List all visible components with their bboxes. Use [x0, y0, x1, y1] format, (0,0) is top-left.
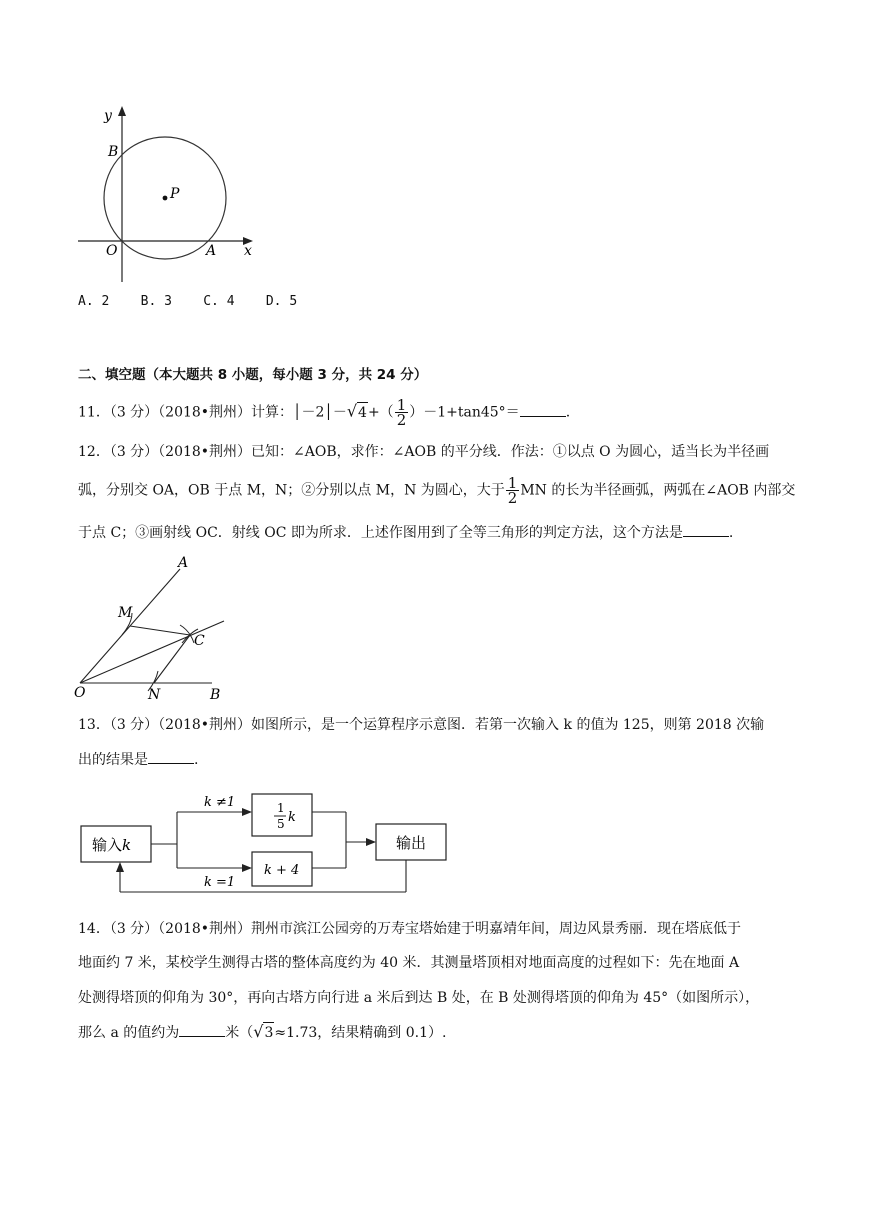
q12-line1: 12．（3 分）（2018•荆州）已知：∠AOB，求作：∠AOB 的平分线．作法：①以点 O 为圆心，适当长为半径画 — [78, 444, 770, 460]
add-label: k + 4 — [264, 863, 300, 878]
q14-line4 — [78, 1022, 446, 1043]
q14-answer-blank[interactable] — [179, 1022, 225, 1037]
q11-answer-blank[interactable] — [520, 402, 566, 417]
label-o: O — [106, 243, 118, 259]
label-m: M — [118, 605, 133, 621]
label-x: x — [244, 243, 252, 259]
q12-frac-num: 1 — [507, 474, 518, 492]
q12-line2 — [78, 476, 795, 505]
q11-plus: +（ — [367, 404, 394, 421]
y-axis-arrow — [118, 106, 126, 116]
q11-fraction — [395, 398, 409, 427]
q11-prefix: 11．（3 分）（2018•荆州）计算：│－2│－ — [78, 404, 347, 421]
q13-line2 — [78, 749, 198, 770]
bottom-arrowhead — [242, 864, 252, 872]
segment-nc — [154, 635, 190, 683]
question-11 — [78, 398, 570, 427]
q12-line3-text: 于点 C；③画射线 OC．射线 OC 即为所求．上述作图用到了全等三角形的判定方法，这个方法是 — [78, 525, 683, 541]
q14-line4-b: 米（ — [225, 1025, 254, 1041]
q14-radicand: 3 — [263, 1022, 274, 1043]
label-b: B — [210, 687, 221, 703]
divide-var: k — [288, 810, 296, 825]
circle-figure — [70, 100, 270, 290]
q11-frac-num: 1 — [396, 396, 407, 414]
q14-line4-c: ≈1.73，结果精确到 0.1）. — [274, 1025, 447, 1041]
q12-answer-blank[interactable] — [683, 522, 729, 537]
input-label: 输入k — [92, 836, 132, 854]
sqrt-icon: √ — [253, 1022, 264, 1041]
divide-den: 5 — [277, 817, 285, 831]
ray-oc — [80, 621, 224, 683]
output-label: 输出 — [396, 834, 427, 852]
feedback-arrowhead — [116, 862, 124, 872]
q11-frac-den: 2 — [396, 411, 407, 429]
section-title: 二、填空题（本大题共 8 小题，每小题 3 分，共 24 分） — [78, 367, 428, 383]
q14-line2: 地面约 7 米，某校学生测得古塔的整体高度约为 40 米．其测量塔顶相对地面高度的过程如下：先在地面 A — [78, 955, 740, 971]
flowchart — [80, 786, 460, 898]
label-c: C — [194, 633, 205, 649]
label-a: A — [206, 243, 217, 259]
q14-line1: 14．（3 分）（2018•荆州）荆州市滨江公园旁的万寿宝塔始建于明嘉靖年间，周边风景秀丽．现在塔底低于 — [78, 921, 742, 937]
q13-end: . — [194, 752, 199, 768]
q12-line2-b: MN 的长为半径画弧，两弧在∠AOB 内部交 — [520, 482, 796, 499]
divide-num: 1 — [277, 801, 285, 815]
label-a: A — [178, 555, 189, 571]
center-dot — [163, 196, 168, 201]
label-b: B — [108, 144, 119, 160]
segment-mc — [130, 626, 190, 635]
q12-line2-a: 弧，分别交 OA，OB 于点 M，N；②分别以点 M，N 为圆心，大于 — [78, 482, 505, 499]
output-arrowhead — [366, 838, 376, 846]
cond-top: k ≠1 — [204, 795, 236, 810]
q12-line3 — [78, 522, 733, 543]
q11-end: . — [565, 404, 571, 421]
label-n: N — [148, 687, 161, 703]
label-o: O — [74, 685, 86, 701]
q13-line1: 13．（3 分）（2018•荆州）如图所示，是一个运算程序示意图．若第一次输入 k 的值为 125，则第 2018 次输 — [78, 717, 765, 733]
q10-options: A. 2 B. 3 C. 4 D. 5 — [78, 294, 298, 309]
q12-frac-den: 2 — [507, 489, 518, 507]
angle-bisector-figure — [72, 555, 242, 703]
q12-fraction — [506, 476, 520, 505]
q14-line4-a: 那么 a 的值约为 — [78, 1025, 180, 1041]
q12-end: . — [728, 525, 734, 541]
q13-line2-text: 出的结果是 — [78, 752, 148, 768]
top-arrowhead — [242, 808, 252, 816]
label-y: y — [104, 108, 112, 124]
sqrt-icon: √ — [346, 401, 358, 421]
q11-radicand: 4 — [357, 402, 368, 423]
q14-line3: 处测得塔顶的仰角为 30°，再向古塔方向行进 a 米后到达 B 处，在 B 处测得塔顶的仰角为 45°（如图所示）， — [78, 990, 760, 1006]
q11-suffix: ）－1+tan45°＝ — [409, 404, 520, 421]
label-p: P — [170, 186, 180, 202]
q13-answer-blank[interactable] — [148, 749, 194, 764]
cond-bottom: k =1 — [204, 875, 236, 890]
